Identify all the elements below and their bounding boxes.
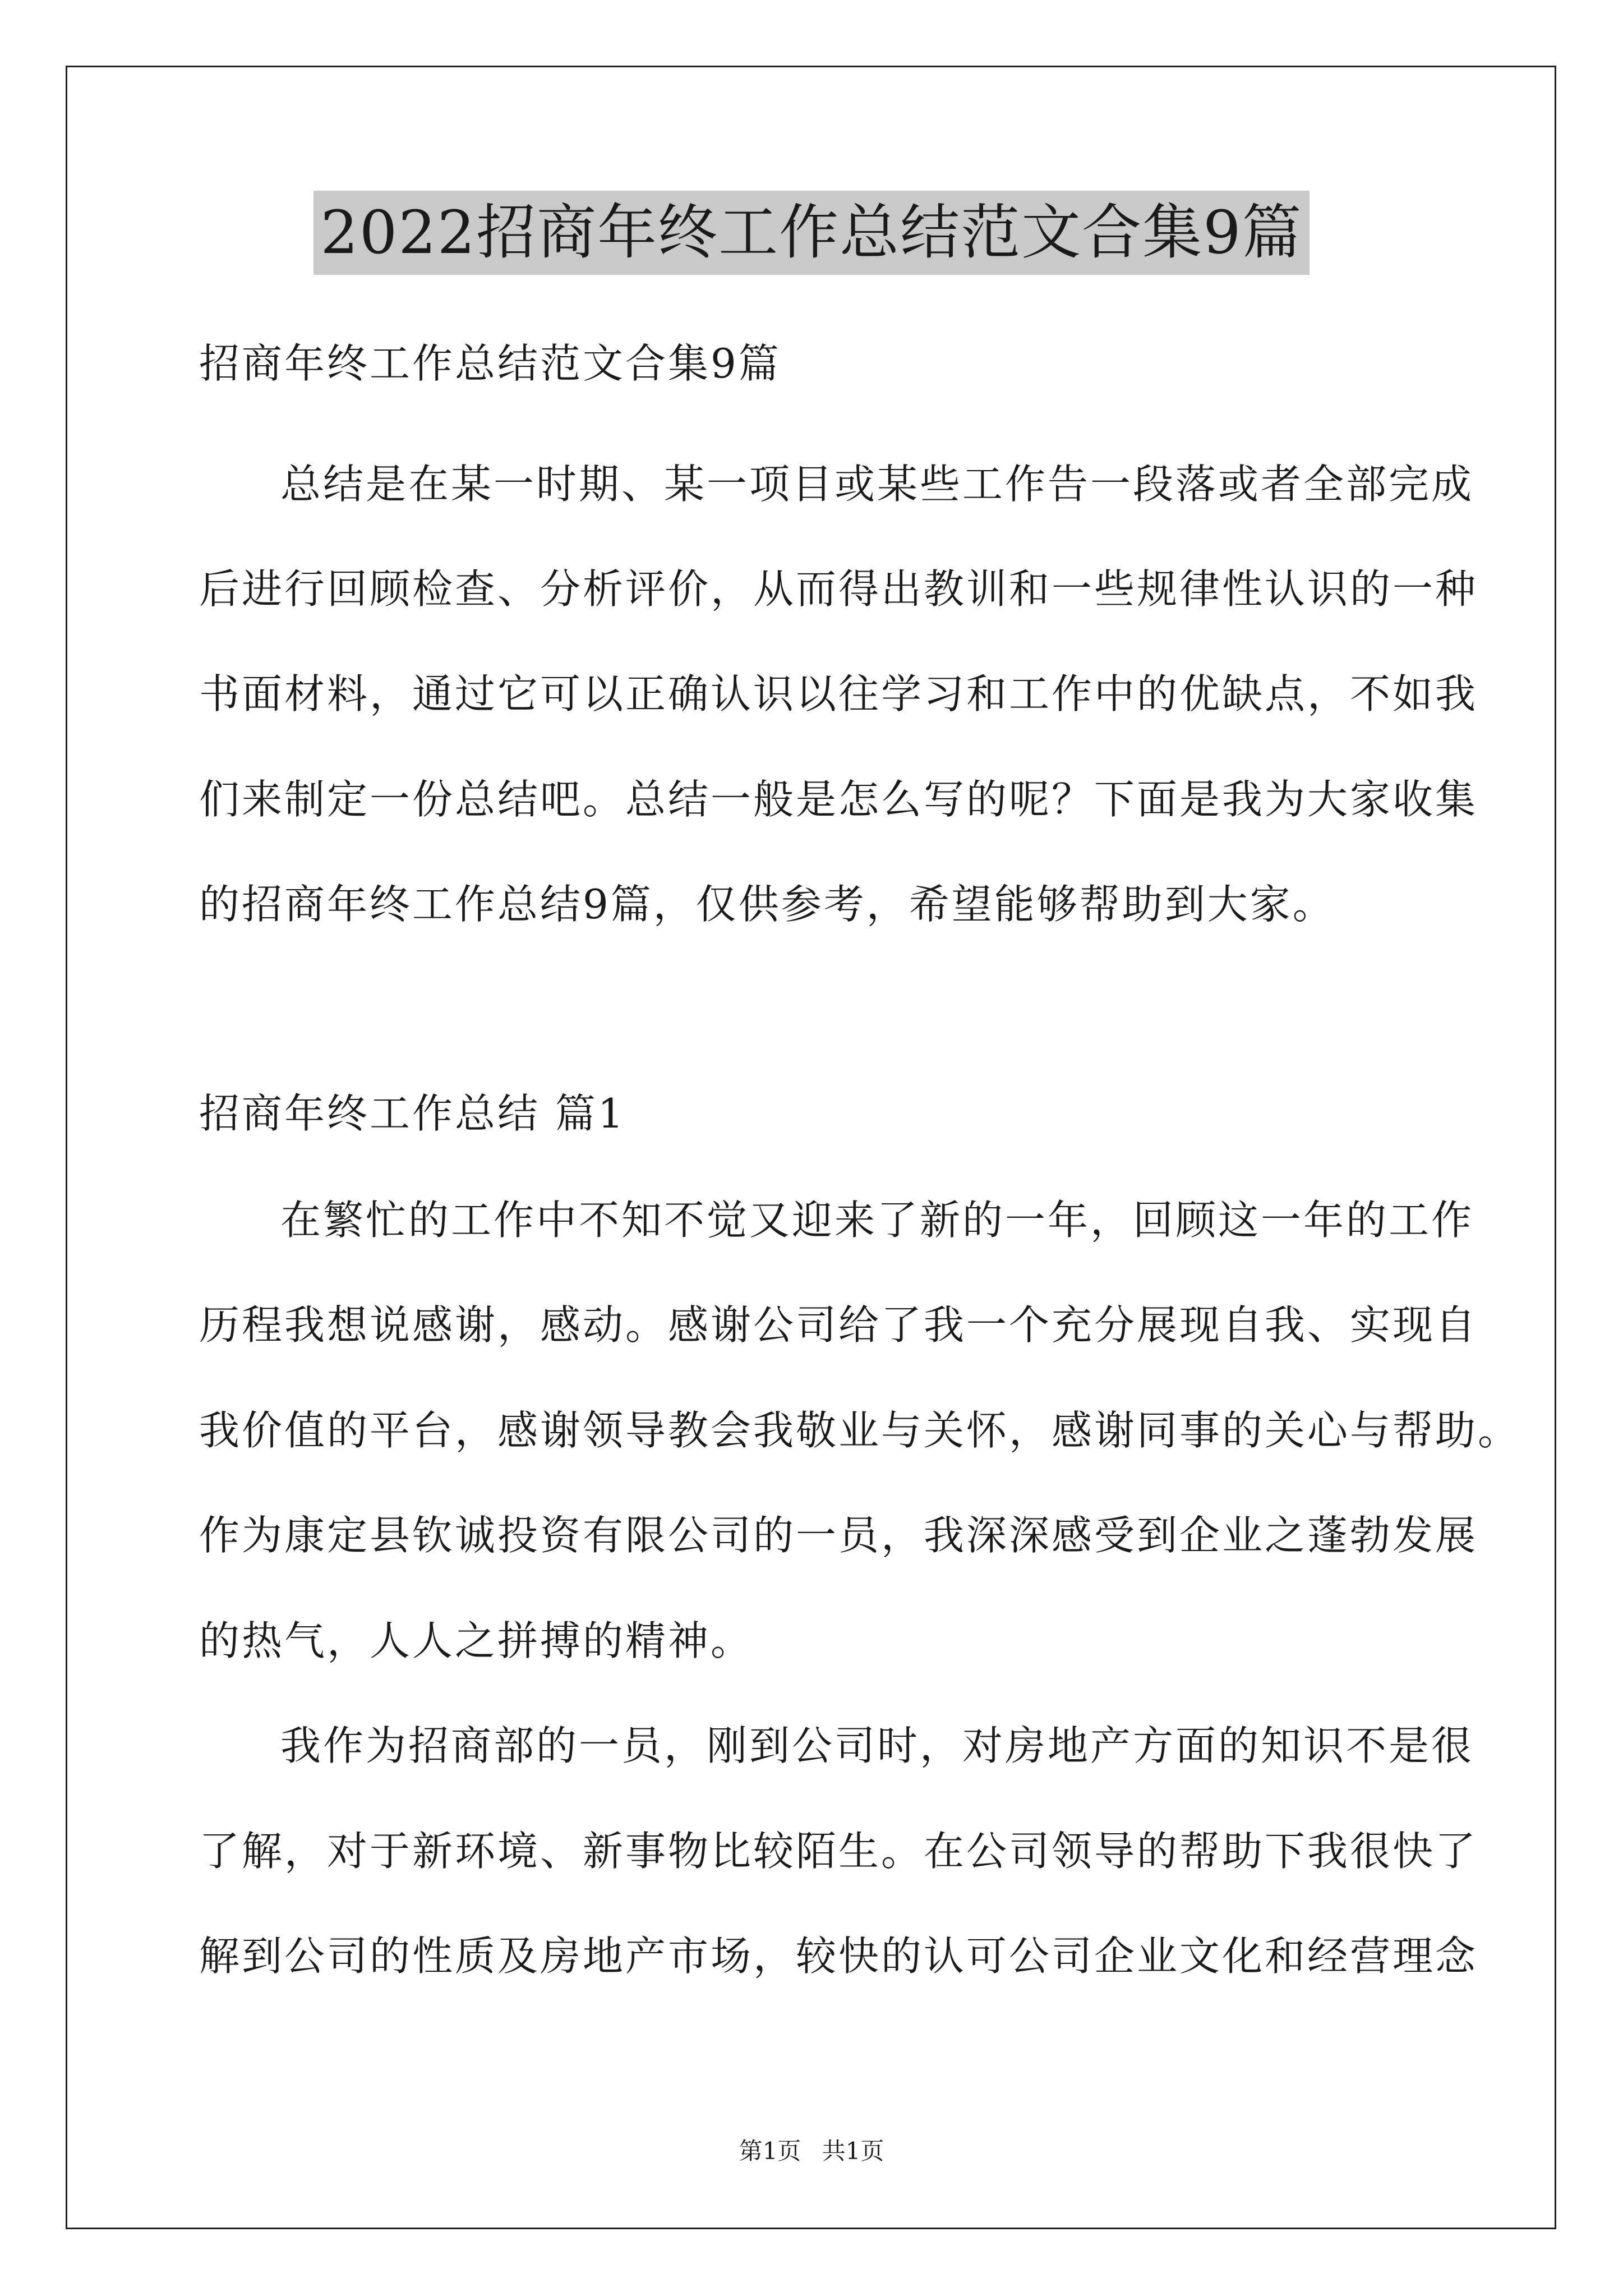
body-line: 后进行回顾检查、分析评价，从而得出教训和一些规律性认识的一种 [199,565,1478,613]
body-line: 们来制定一份总结吧。总结一般是怎么写的呢？下面是我为大家收集 [199,776,1478,823]
body-line: 作为康定县钦诚投资有限公司的一员，我深深感受到企业之蓬勃发展 [199,1512,1478,1559]
body-line: 在繁忙的工作中不知不觉又迎来了新的一年，回顾这一年的工作 [280,1197,1474,1244]
body-line: 书面材料，通过它可以正确认识以往学习和工作中的优缺点，不如我 [199,670,1478,717]
body-line: 历程我想说感谢，感动。感谢公司给了我一个充分展现自我、实现自 [199,1301,1478,1349]
subtitle: 招商年终工作总结范文合集9篇 [199,340,781,387]
document-title: 2022招商年终工作总结范文合集9篇 [313,191,1309,275]
body-line: 了解，对于新环境、新事物比较陌生。在公司领导的帮助下我很快了 [199,1828,1478,1875]
body-line: 的招商年终工作总结9篇，仅供参考，希望能够帮助到大家。 [199,881,1335,928]
page-footer [0,2134,1623,2168]
body-line: 总结是在某一时期、某一项目或某些工作告一段落或者全部完成 [280,461,1474,508]
title-container [0,191,1623,275]
section-heading: 招商年终工作总结 篇1 [199,1090,626,1137]
body-line: 的热气，人人之拼搏的精神。 [199,1617,754,1664]
page-number: 第1页 [739,2137,801,2165]
body-line: 我作为招商部的一员，刚到公司时，对房地产方面的知识不是很 [280,1722,1474,1769]
body-line: 解到公司的性质及房地产市场，较快的认可公司企业文化和经营理念 [199,1932,1478,1980]
total-pages: 共1页 [822,2137,884,2165]
body-line: 我价值的平台，感谢领导教会我敬业与关怀，感谢同事的关心与帮助。 [199,1407,1521,1454]
